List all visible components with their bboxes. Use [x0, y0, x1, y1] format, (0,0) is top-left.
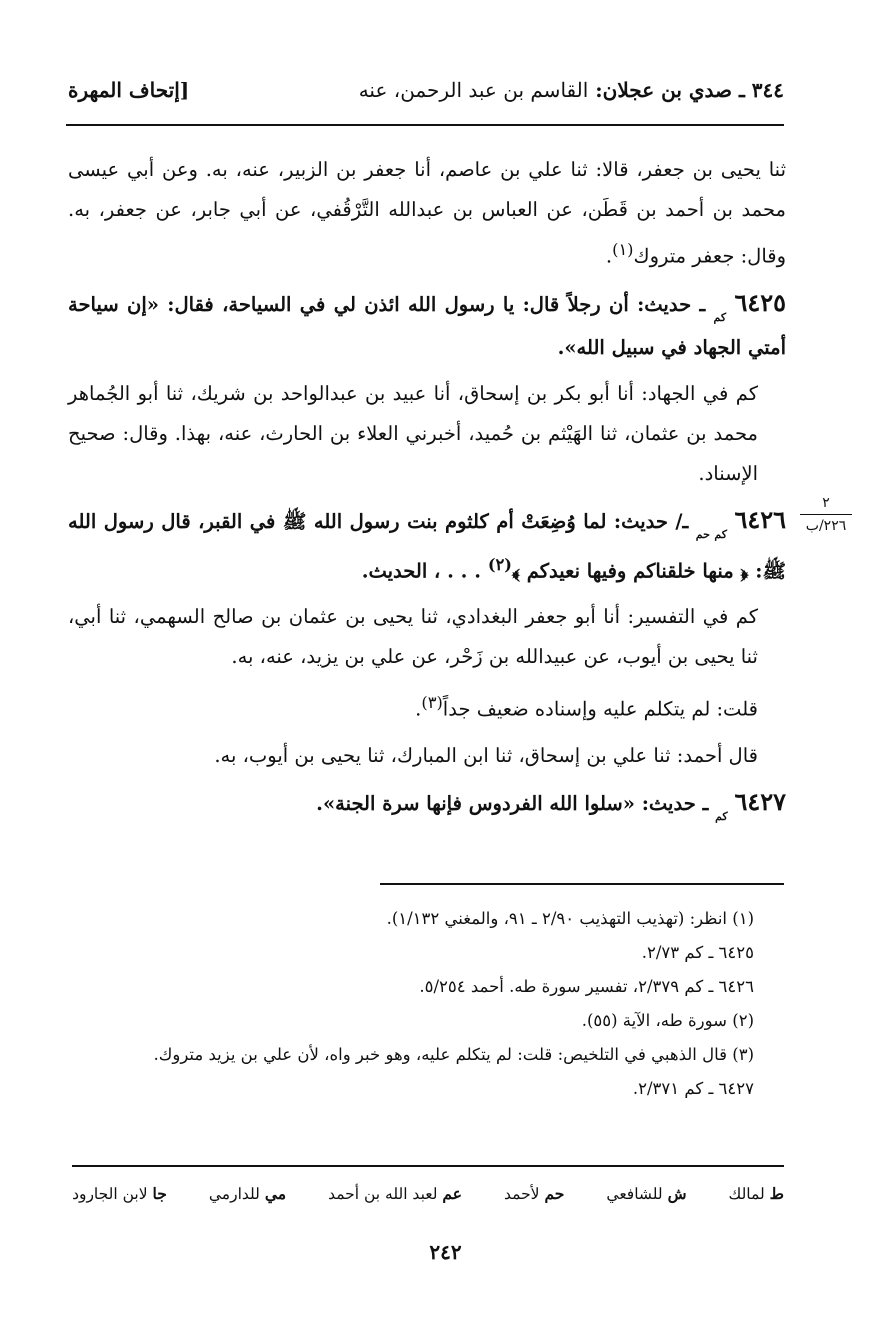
legend-abbr: حم — [544, 1184, 565, 1203]
legend-item — [729, 1184, 784, 1203]
running-title — [359, 78, 784, 102]
folio-note-top: ٢ — [822, 495, 830, 511]
legend-label: لمالك — [728, 1185, 765, 1203]
legend-item — [72, 1184, 167, 1203]
sigla-legend — [72, 1184, 784, 1203]
page-number: ٢٤٢ — [429, 1240, 462, 1264]
hadith-6426 — [68, 500, 786, 592]
footnote-ref-2: (٢) — [487, 554, 512, 574]
footnotes — [74, 902, 784, 1106]
legend-abbr: ط — [769, 1184, 784, 1203]
manuscript-folio-note — [796, 494, 856, 535]
running-title-main: ٣٤٤ ـ صدي بن عجلان: — [595, 78, 784, 102]
page-header — [68, 72, 784, 108]
legend-item — [504, 1184, 564, 1203]
hadith-6426-number: ٦٤٢٦ — [734, 504, 786, 534]
legend-item — [328, 1184, 462, 1203]
hadith-6426-end: . . . ، الحديث. — [361, 559, 488, 582]
paragraph-4-end: . — [415, 697, 422, 721]
footnote-ref-1: (١) — [612, 240, 634, 259]
legend-abbr: مي — [264, 1184, 287, 1203]
legend-label: لأحمد — [504, 1185, 540, 1203]
paragraph-4 — [68, 683, 786, 730]
footnote-item: ٦٤٢٥ ـ كم ٢/٧٣. — [641, 943, 754, 962]
hadith-6426-text: ـ/ حديث: لما وُضِعَتْ أم كلثوم بنت رسول الله ﷺ في القبر، قال رسول الله ﷺ: ﴿ منها خلقناكم وفيها نعيدكم ﴾ — [68, 509, 786, 582]
main-text — [68, 150, 786, 833]
header-rule — [66, 124, 784, 126]
running-title-sub: القاسم بن عبد الرحمن، عنه — [358, 78, 589, 102]
folio-note-divider — [800, 514, 852, 515]
hadith-6425-text: ـ حديث: أن رجلاً قال: يا رسول الله ائذن لي في السياحة، فقال: «إن سياحة أمتي الجهاد في سبيل الله». — [68, 292, 786, 359]
footnote-item: (٢) سورة طه، الآية (٥٥). — [581, 1011, 754, 1030]
paragraph-1-end: . — [605, 244, 613, 268]
footnote-rule — [380, 883, 784, 885]
hadith-6426-sigla: كم حم — [695, 527, 727, 541]
paragraph-3: كم في التفسير: أنا أبو جعفر البغدادي، ثنا يحيى بن عثمان بن صالح السهمي، ثنا أبي، ثنا يحيى بن أيوب، عن عبيدالله بن زَحْر، عن علي بن يزيد، عنه، به. — [68, 605, 758, 668]
legend-label: للدارمي — [208, 1185, 260, 1203]
legend-label: لابن الجارود — [72, 1185, 148, 1203]
hadith-6427-number: ٦٤٢٧ — [734, 786, 786, 816]
footnote-ref-3: (٣) — [421, 693, 443, 712]
legend-item — [606, 1184, 686, 1203]
hadith-6427-text: ـ حديث: «سلوا الله الفردوس فإنها سرة الجنة». — [316, 791, 709, 815]
footnote-item: (٣) قال الذهبي في التلخيص: قلت: لم يتكلم عليه، وهو خبر واه، لأن علي بن يزيد متروك. — [153, 1045, 754, 1064]
hadith-6427 — [68, 782, 786, 827]
legend-rule — [72, 1165, 784, 1167]
legend-item — [209, 1184, 286, 1203]
paragraph-2: كم في الجهاد: أنا أبو بكر بن إسحاق، أنا عبيد بن عبدالواحد بن شريك، ثنا أبو الجُماهر محمد بن عثمان، ثنا الهَيْثم بن حُميد، أخبرني العلاء بن الحارث، عنه، بهذا. وقال: صحيح الإسناد. — [68, 381, 758, 485]
hadith-6425 — [68, 283, 786, 368]
folio-note-bottom: ٢٢٦/ب — [805, 518, 847, 534]
hadith-6427-sigla: كم — [715, 809, 728, 823]
book-title: [إتحاف المهرة — [68, 78, 190, 102]
legend-abbr: ش — [667, 1184, 687, 1203]
paragraph-1 — [68, 150, 786, 277]
footnote-item: (١) انظر: (تهذيب التهذيب ٢/٩٠ ـ ٩١، والمغني ١/١٣٢). — [386, 909, 754, 928]
paragraph-1-text: ثنا يحيى بن جعفر، قالا: ثنا علي بن عاصم، أنا جعفر بن الزبير، عنه، به. وعن أبي عيسى محمد بن أحمد بن قَطَن، عن العباس بن عبدالله التَّرْقُفي، عن أبي جابر، عن جعفر، به. وقال: جعفر متروك — [68, 158, 786, 268]
hadith-6425-sigla: كم — [713, 310, 727, 324]
legend-abbr: عم — [442, 1184, 462, 1203]
paragraph-5: قال أحمد: ثنا علي بن إسحاق، ثنا ابن المبارك، ثنا يحيى بن أيوب، به. — [214, 743, 758, 767]
footnote-item: ٦٤٢٦ ـ كم ٢/٣٧٩، تفسير سورة طه. أحمد ٥/٢٥٤. — [419, 977, 754, 996]
hadith-6425-number: ٦٤٢٥ — [734, 287, 787, 317]
legend-label: للشافعي — [606, 1185, 663, 1203]
paragraph-4-text: قلت: لم يتكلم عليه وإسناده ضعيف جداً — [442, 697, 758, 721]
legend-abbr: جا — [152, 1184, 167, 1203]
legend-label: لعبد الله بن أحمد — [328, 1185, 438, 1203]
footnote-item: ٦٤٢٧ ـ كم ٢/٣٧١. — [632, 1079, 754, 1098]
